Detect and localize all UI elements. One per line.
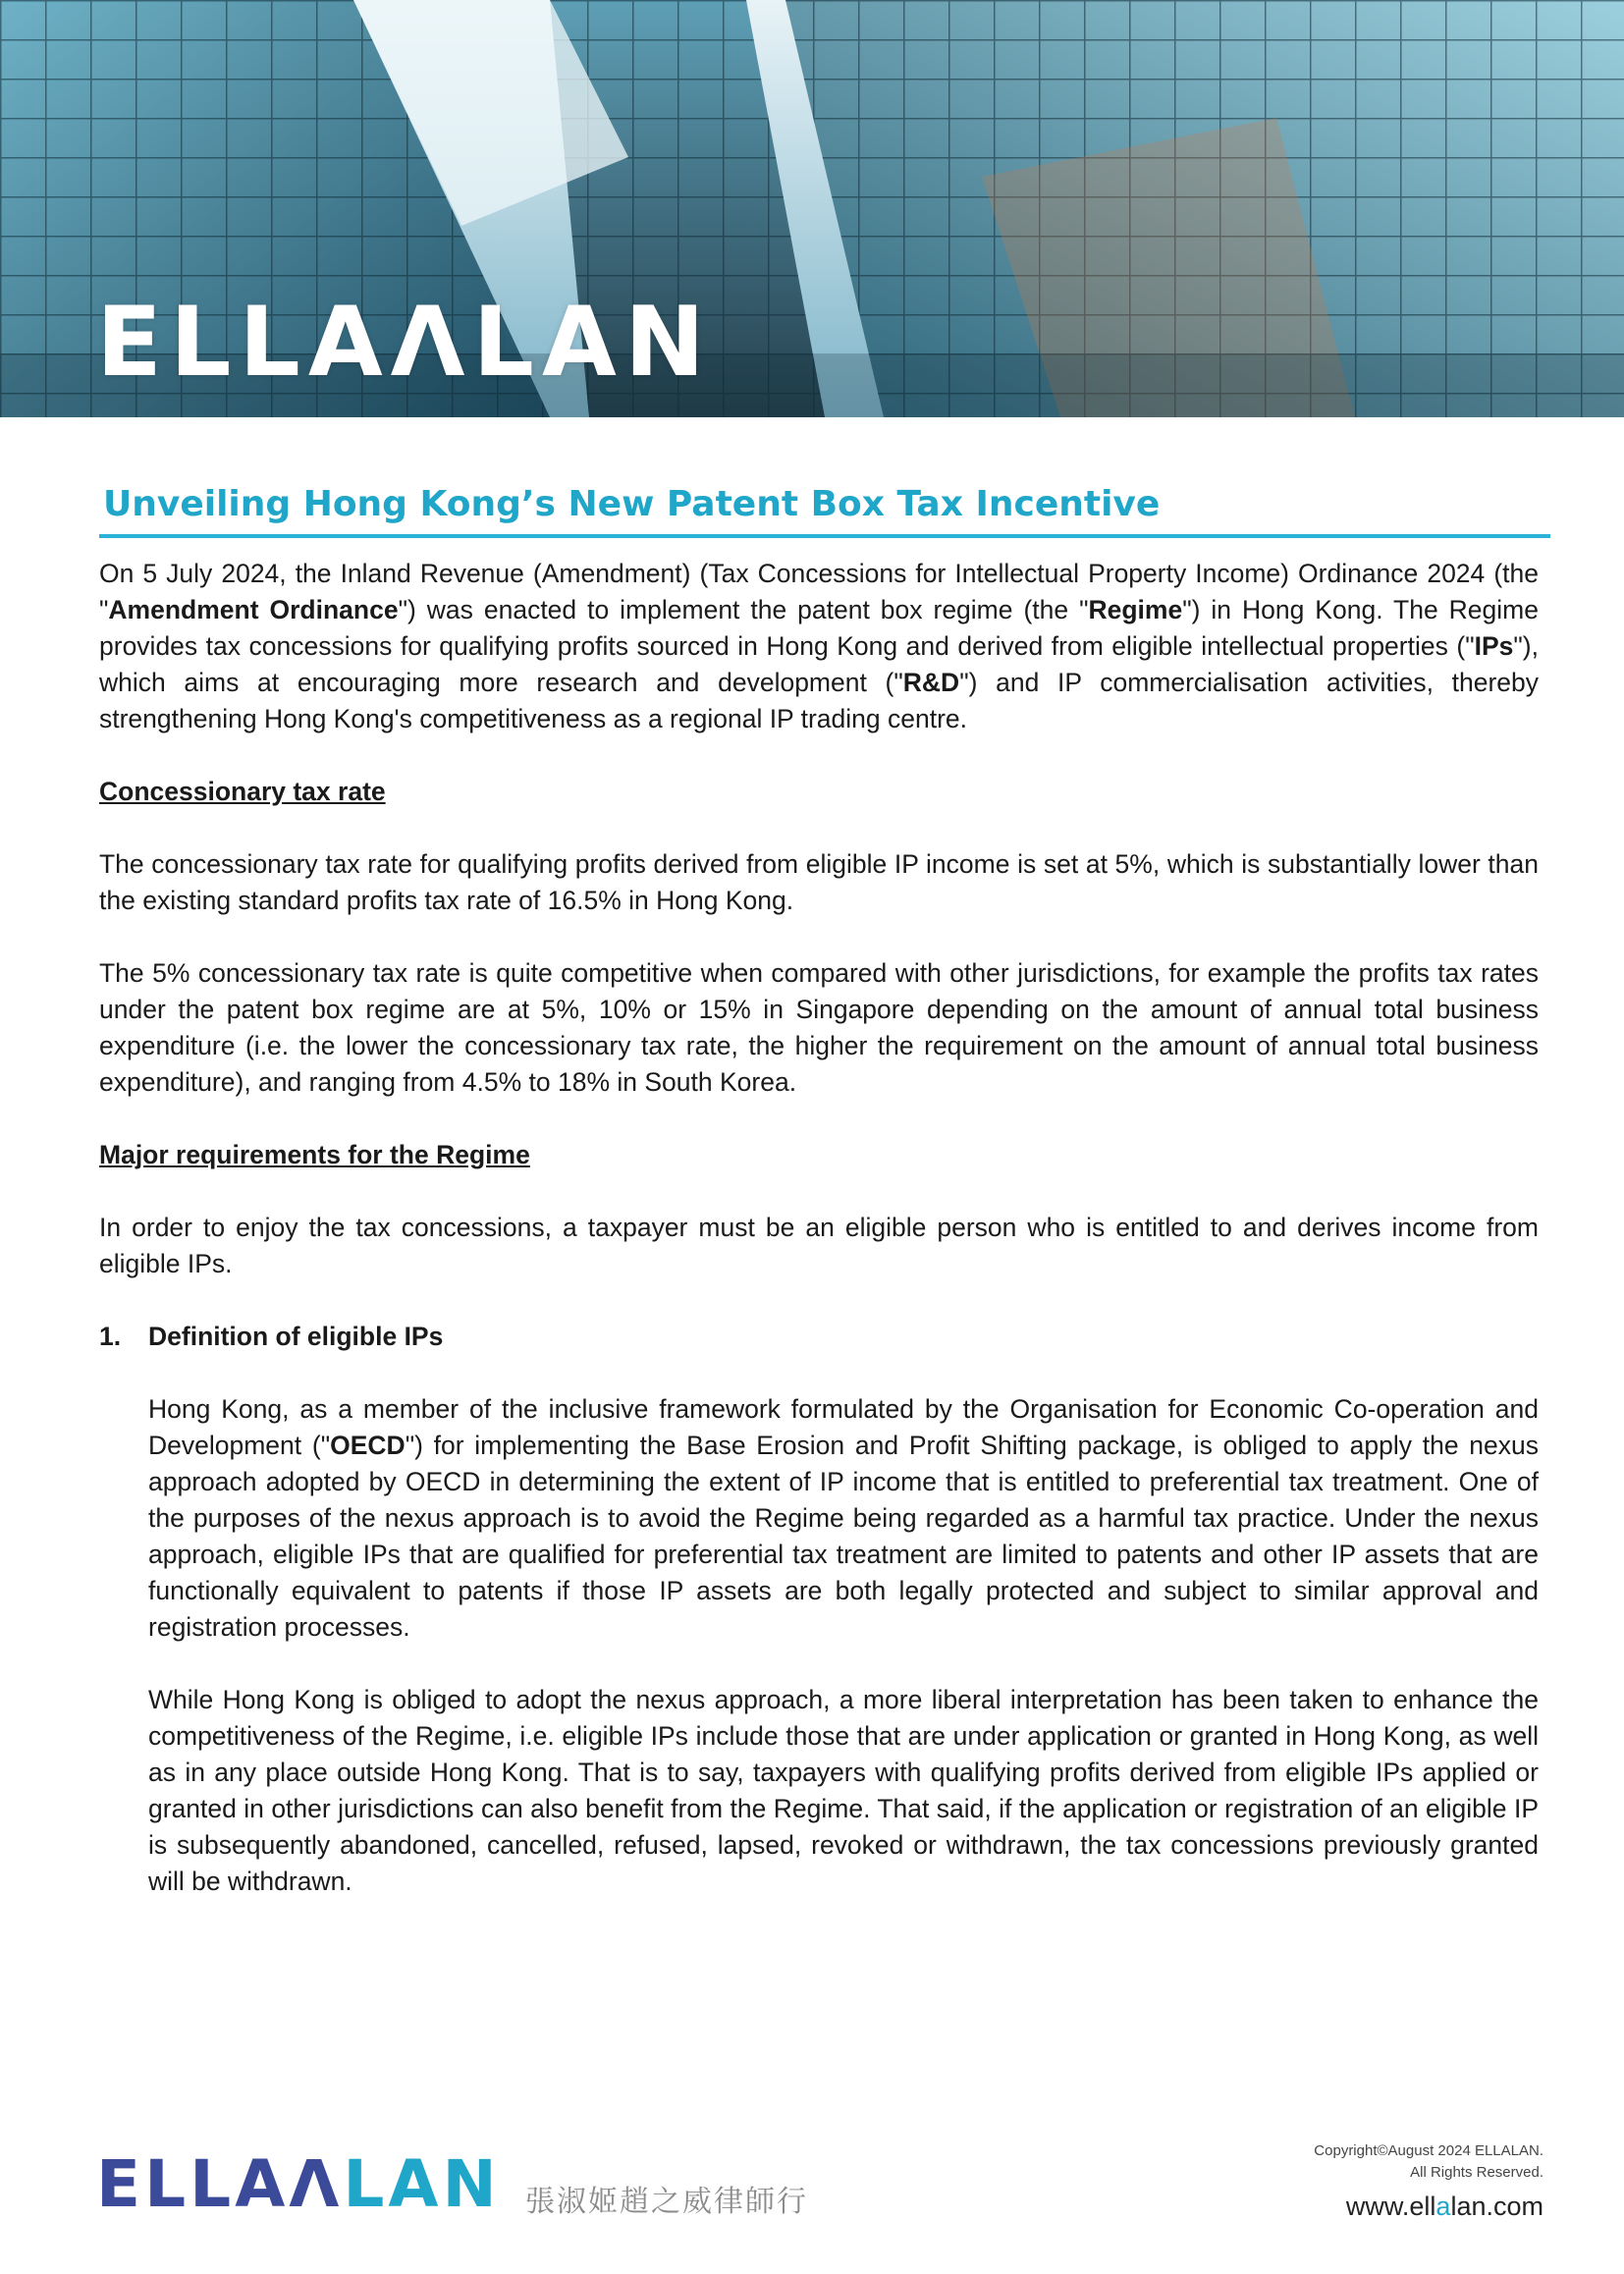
tax-rate-paragraph-2: The 5% concessionary tax rate is quite competitive when compared with other jurisdictions, for example the profits tax rates under the patent box regime are at 5%, 10% or 15% in Singapore depending on the amount of annual total business expenditure (i.e. the lower the concessionary tax rate, the higher the requirement on the amount of annual total business expenditure), and ranging from 4.5% to 18% in South Korea. xyxy=(99,958,1539,1097)
intro-paragraph: On 5 July 2024, the Inland Revenue (Amendment) (Tax Concessions for Intellectual Property Income) Ordinance 2024 (the "Amendment Ordinance") was enacted to implement the patent box regime (the "Regime") in Hong Kong. The Regime provides tax concessions for qualifying profits sourced in Hong Kong and derived from eligible intellectual properties ("IPs"), which aims at encouraging more research and development ("R&D") and IP commercialisation activities, thereby strengthening Hong Kong's competitiveness as a regional IP trading centre. xyxy=(99,559,1540,733)
list-number: 1. xyxy=(99,1322,122,1351)
copyright-line-1: Copyright©August 2024 ELLALAN. xyxy=(1314,2142,1543,2159)
website-link[interactable]: www.ellalan.com xyxy=(1345,2192,1543,2221)
tax-rate-paragraph-1: The concessionary tax rate for qualifying profits derived from eligible IP income is set at 5%, which is substantially lower than the existing standard profits tax rate of 16.5% in Hong Kong. xyxy=(99,849,1539,915)
title-underline xyxy=(99,534,1550,538)
list-item-title: Definition of eligible IPs xyxy=(148,1322,444,1351)
footer-info xyxy=(1314,2140,1543,2222)
article-body xyxy=(99,481,1539,1900)
section-heading-tax-rate: Concessionary tax rate xyxy=(99,777,386,806)
header-logo: ELLAΛLAN xyxy=(96,287,713,399)
copyright-line-2: All Rights Reserved. xyxy=(1410,2164,1543,2181)
eligible-ips-paragraph-2: While Hong Kong is obliged to adopt the nexus approach, a more liberal interpretation has been taken to enhance the competitiveness of the Regime, i.e. eligible IPs include those that are under application or granted in Hong Kong, as well as in any place outside Hong Kong. That is to say, taxpayers with qualifying profits derived from eligible IPs applied or granted in other jurisdictions can also benefit from the Regime. That said, if the application or registration of an eligible IP is subsequently abandoned, cancelled, refused, lapsed, revoked or withdrawn, the tax concessions previously granted will be withdrawn. xyxy=(148,1685,1539,1896)
requirements-paragraph: In order to enjoy the tax concessions, a taxpayer must be an eligible person who is entitled to and derives income from eligible IPs. xyxy=(99,1213,1539,1278)
section-heading-requirements: Major requirements for the Regime xyxy=(99,1140,530,1169)
header-banner xyxy=(0,0,1624,417)
list-item-heading xyxy=(99,1319,1539,1355)
footer-logo: ELLAΛLAN xyxy=(96,2146,501,2222)
page-title: Unveiling Hong Kong’s New Patent Box Tax Incentive xyxy=(103,484,1161,524)
firm-chinese-name: 張淑姬趙之威律師行 xyxy=(525,2186,808,2218)
eligible-ips-paragraph-1: Hong Kong, as a member of the inclusive framework formulated by the Organisation for Economic Co-operation and Development ("OECD") for implementing the Base Erosion and Profit Shifting package, is obliged to apply the nexus approach adopted by OECD in determining the extent of IP income that is entitled to preferential tax treatment. One of the purposes of the nexus approach is to avoid the Regime being regarded as a harmful tax practice. Under the nexus approach, eligible IPs that are qualified for preferential tax treatment are limited to patents and other IP assets that are functionally equivalent to patents if those IP assets are both legally protected and subject to similar approval and registration processes. xyxy=(148,1394,1539,1642)
